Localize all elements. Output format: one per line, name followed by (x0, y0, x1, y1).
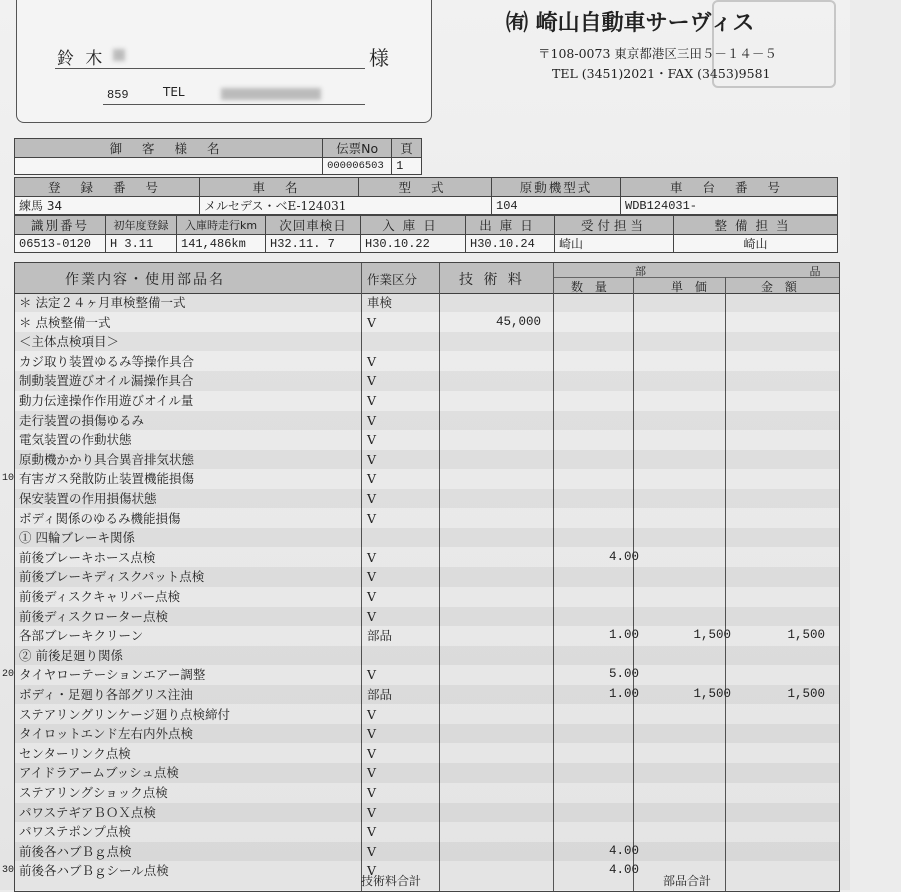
work-row (15, 744, 839, 763)
work-row (15, 489, 839, 508)
work-amount: 1,500 (787, 628, 825, 643)
work-kubun: V (367, 510, 377, 526)
work-row (2, 665, 839, 684)
header-model: 型 式 (359, 178, 492, 197)
value-chassis: WDB124031- (621, 197, 838, 215)
work-name: ＊ 点検整備一式 (19, 314, 111, 330)
header-customer-name: 御 客 様 名 (15, 139, 323, 158)
row-background (15, 822, 839, 841)
work-row (15, 567, 839, 586)
work-name: 前後各ハブＢｇ点検 (19, 843, 132, 859)
value-next-inspection: H32.11. 7 (266, 235, 361, 253)
company-address: 〒108-0073 東京都港区三田５－１４－５ (538, 46, 777, 61)
value-out-date: H30.10.24 (466, 235, 555, 253)
work-amount: 1,500 (787, 687, 825, 701)
work-row (15, 293, 839, 312)
work-name: タイヤローテーションエアー調整 (19, 667, 206, 683)
value-page: 1 (392, 158, 422, 175)
work-row (15, 646, 839, 665)
work-name: タイロットエンド左右内外点検 (19, 726, 194, 742)
work-name: 前後ディスクキャリパー点検 (19, 589, 181, 604)
work-row (15, 450, 839, 469)
work-row (15, 371, 839, 390)
work-name: 走行装置の損傷ゆるみ (19, 412, 145, 428)
work-name: ② 前後足廻り関係 (19, 647, 123, 663)
work-row (15, 626, 839, 645)
work-qty: 4.00 (608, 549, 639, 564)
work-qty: 4.00 (608, 863, 639, 878)
work-kubun: V (367, 314, 377, 330)
header-work: 作業内容・使用部品名 (65, 272, 225, 288)
work-name: 前後ブレーキディスクパット点検 (19, 569, 205, 585)
work-row (15, 763, 839, 782)
work-kubun: 車検 (367, 295, 393, 310)
value-reg-no: 練馬 34 (15, 197, 200, 215)
work-kubun: 部品 (367, 628, 393, 644)
header-in-date: 入庫日 (361, 216, 466, 235)
work-row (15, 352, 839, 371)
customer-surname: 鈴 木 (57, 49, 106, 69)
work-table-header (15, 263, 901, 294)
header-mileage: 入庫時走行km (177, 216, 266, 235)
work-fee: 45,000 (495, 314, 541, 329)
work-name: ステアリングショック点検 (19, 785, 168, 800)
work-kubun: V (367, 471, 377, 487)
header-engine: 原動機型式 (492, 178, 621, 197)
work-name: センターリンク点検 (19, 745, 131, 761)
work-name: 原動機かかり具合異音排気状態 (19, 451, 195, 467)
tel-label: TEL (163, 85, 185, 99)
work-name: 電気装置の作動状態 (19, 432, 132, 448)
row-background (15, 313, 839, 332)
service-info-table (14, 215, 838, 253)
work-name: ボディ関係のゆるみ機能損傷 (19, 510, 181, 526)
work-row (15, 548, 839, 567)
header-next-inspection: 次回車検日 (266, 216, 361, 235)
work-qty: 1.00 (608, 687, 639, 701)
header-id-no: 識別番号 (15, 216, 106, 235)
header-reception: 受付担当 (555, 216, 674, 235)
header-out-date: 出庫日 (466, 216, 555, 235)
work-kubun: V (367, 549, 377, 565)
work-table (2, 262, 901, 892)
work-name: 前後ディスクローター点検 (19, 608, 169, 624)
work-kubun: V (367, 393, 377, 408)
work-name: 有害ガス発散防止装置機能損傷 (19, 471, 195, 487)
value-mileage: 141,486km (177, 235, 266, 253)
work-name: パワステギアＢＯＸ点検 (19, 804, 156, 820)
work-row (15, 509, 839, 528)
work-row (15, 724, 839, 743)
work-name: ステアリングリンケージ廻り点検締付 (19, 706, 231, 722)
company-phone: TEL (3451)2021・FAX (3453)9581 (552, 66, 771, 81)
work-kubun: V (367, 745, 377, 761)
work-kubun: V (367, 765, 377, 781)
header-reg-no: 登 録 番 号 (15, 178, 200, 197)
work-unit-price: 1,500 (693, 628, 731, 643)
work-row (15, 842, 839, 861)
header-page: 頁 (392, 139, 422, 158)
work-kubun: V (367, 412, 377, 428)
work-row (15, 685, 839, 704)
row-background (15, 646, 839, 665)
header-fee: 技 術 料 (459, 272, 525, 288)
redacted-name (113, 49, 125, 61)
redacted-phone (221, 88, 321, 100)
row-background (15, 744, 839, 763)
work-kubun: V (367, 589, 377, 604)
work-name: 動力伝達操作作用遊びオイル量 (19, 393, 194, 408)
work-kubun: V (367, 353, 377, 369)
value-slip-no: 000006503 (323, 158, 392, 175)
work-row (15, 313, 839, 332)
value-customer-name (15, 158, 323, 175)
work-kubun: 部品 (367, 687, 393, 702)
work-name: 制動装置遊びオイル漏操作具合 (19, 373, 194, 389)
value-mechanic: 崎山 (674, 235, 838, 253)
vehicle-table (14, 177, 838, 215)
header-first-reg: 初年度登録 (106, 216, 177, 235)
work-row (15, 411, 839, 430)
value-id-no: 06513-0120 (15, 235, 106, 253)
work-kubun: V (367, 491, 377, 506)
work-row (15, 332, 839, 351)
work-row (15, 587, 839, 606)
value-car-name: メルセデス・ベE-124031 (200, 197, 492, 215)
header-amount: 金 額 (761, 280, 801, 294)
work-name: ① 四輪ブレーキ関係 (19, 530, 135, 546)
work-kubun: V (367, 843, 377, 859)
work-qty: 5.00 (608, 667, 639, 682)
company-name: ㈲ 崎山自動車サーヴィス (506, 10, 755, 36)
work-kubun: V (367, 726, 377, 742)
company-seal (712, 0, 836, 88)
parts-total-label: 部品合計 (663, 874, 712, 888)
work-kubun: V (367, 804, 377, 820)
work-qty: 1.00 (608, 628, 639, 643)
work-name: ＜主体点検項目＞ (19, 334, 120, 350)
row-background (15, 430, 839, 449)
work-qty: 4.00 (608, 843, 639, 858)
work-name: 各部ブレーキクリーン (19, 628, 144, 644)
work-row (15, 607, 839, 626)
value-engine: 104 (492, 197, 621, 215)
header-mechanic: 整備担当 (674, 216, 838, 235)
work-kubun: V (367, 667, 377, 683)
work-row (2, 469, 839, 488)
customer-slip-table (14, 138, 422, 175)
row-number: 10 (2, 473, 15, 485)
work-row (15, 528, 839, 547)
work-row (15, 822, 839, 841)
header-kubun: 作業区分 (367, 272, 418, 287)
customer-box (16, 0, 432, 123)
work-kubun: V (367, 569, 377, 585)
work-row (15, 783, 839, 802)
work-row (15, 430, 839, 449)
work-kubun: V (367, 373, 377, 389)
work-kubun: V (367, 608, 377, 624)
work-name: アイドラアームブッシュ点検 (19, 765, 179, 781)
header-qty: 数 量 (571, 280, 611, 294)
value-reception: 崎山 (555, 235, 674, 253)
work-row (2, 861, 839, 880)
header-unit: 単 価 (671, 280, 711, 294)
work-name: パワステポンプ点検 (19, 824, 131, 840)
work-kubun: V (367, 432, 377, 448)
work-kubun: V (367, 863, 377, 879)
row-background (15, 528, 839, 547)
row-background (15, 332, 839, 351)
fee-total-label: 技術料合計 (361, 874, 422, 888)
header-car-name: 車 名 (200, 178, 359, 197)
work-name: ボディ・足廻り各部グリス注油 (19, 687, 193, 702)
header-chassis: 車 台 番 号 (621, 178, 838, 197)
phone-underline (103, 104, 365, 105)
work-row (15, 705, 839, 724)
work-name: 前後ブレーキホース点検 (19, 549, 156, 565)
work-kubun: V (367, 785, 377, 800)
row-number: 20 (2, 669, 15, 681)
value-in-date: H30.10.22 (361, 235, 466, 253)
customer-code: 859 (107, 88, 129, 102)
work-kubun: V (367, 706, 377, 722)
work-unit-price: 1,500 (693, 687, 731, 701)
work-name: 保安装置の作用損傷状態 (19, 491, 157, 506)
work-kubun: V (367, 451, 377, 467)
row-number: 30 (2, 865, 15, 877)
work-row (15, 391, 839, 410)
work-kubun: V (367, 824, 377, 840)
row-background (15, 842, 839, 861)
header-slip-no: 伝票No (323, 139, 392, 158)
header-parts: 部 品 (635, 265, 901, 278)
honorific: 様 (369, 46, 389, 70)
work-name: ＊ 法定２４ヶ月車検整備一式 (19, 295, 186, 310)
name-underline (55, 68, 365, 69)
work-name: 前後各ハブＢｇシール点検 (19, 863, 169, 879)
work-row (15, 803, 839, 822)
work-name: カジ取り装置ゆるみ等操作具合 (19, 353, 195, 369)
value-first-reg: H 3.11 (106, 235, 177, 253)
